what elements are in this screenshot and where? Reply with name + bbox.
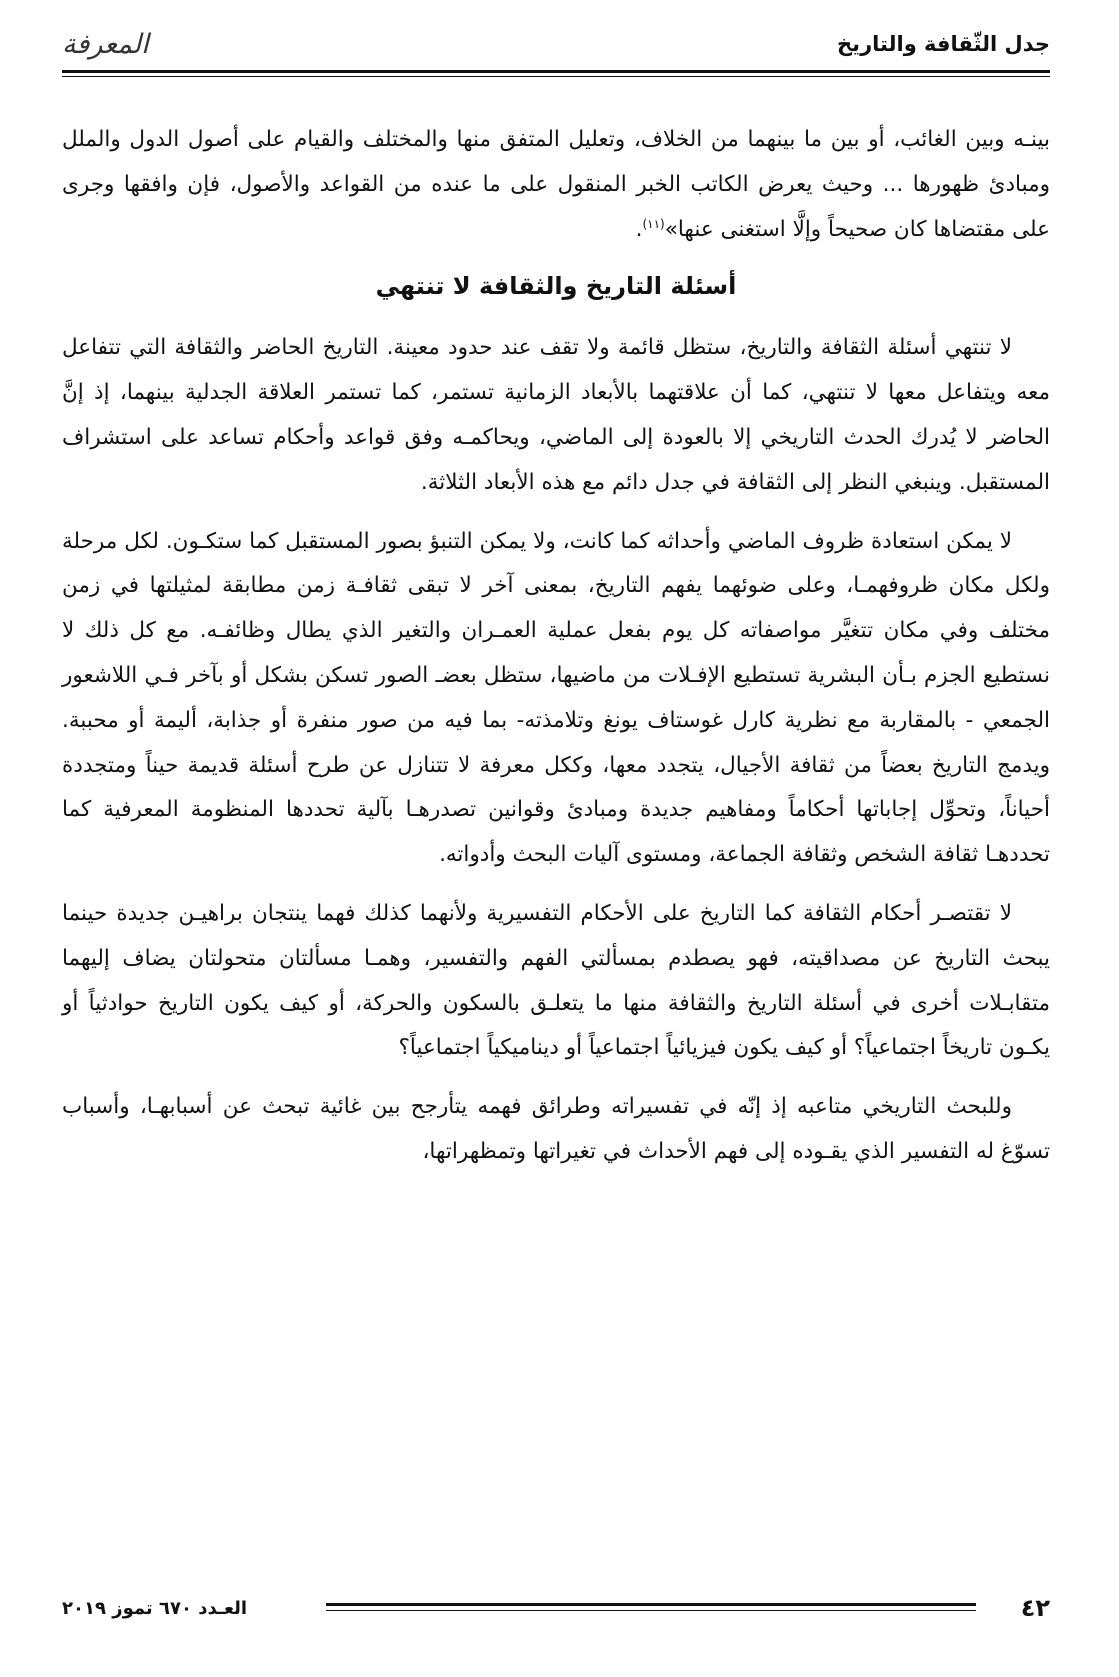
page-number: ٤٢ (1020, 1594, 1050, 1622)
article-body (62, 118, 1050, 1189)
running-title: جدل الثّقافة والتاريخ (837, 32, 1050, 56)
page-footer (62, 1588, 1050, 1628)
magazine-logo: المعرفة (62, 28, 149, 60)
header-rule-thick (62, 70, 1050, 73)
paragraph-text: بينـه وبين الغائب، أو بين ما بينهما من الخلاف، وتعليل المتفق منها والمختلف والقيام على أصول الدول والملل ومبادئ ظهورها ... وحيث يعرض الكاتب الخبر المنقول على ما عنده من القواعد والأصول، فإن وافقها وجرى على مقتضاها كان صحيحاً وإلَّا استغنى عنها» (62, 127, 1050, 242)
header-rule-thin (62, 76, 1050, 77)
paragraph: لا تنتهي أسئلة الثقافة والتاريخ، ستظل قائمة ولا تقف عند حدود معينة. التاريخ الحاضر والثقافة التي تتفاعل معه ويتفاعل معها لا تنتهي، كما أن علاقتهما بالأبعاد الزمانية تستمر، كما تستمر العلاقة الجدلية بينهما، إذ إنَّ الحاضر لا يُدرك الحدث التاريخي إلا بالعودة إلى الماضي، ويحاكمـه وفق قواعد وأحكام تساعد على استشراف المستقبل. وينبغي النظر إلى الثقافة في جدل دائم مع هذه الأبعاد الثلاثة. (62, 335, 1050, 495)
page-header (62, 22, 1050, 66)
paragraph: لا تقتصـر أحكام الثقافة كما التاريخ على الأحكام التفسيرية ولأنهما كذلك فهما ينتجان براهيـن جديدة حينما يبحث التاريخ عن مصداقيته، فهو يصطدم بمسألتي الفهم والتفسير، وهمـا مسألتان متحولتان يضاف إليهما متقابـلات أخرى في أسئلة التاريخ والثقافة منها ما يتعلـق بالسكون والحركة، أو كيف يكون التاريخ حوادثياً أو يكـون تاريخاً اجتماعياً؟ أو كيف يكون فيزيائياً اجتماعياً أو ديناميكياً اجتماعياً؟ (62, 900, 1050, 1061)
paragraph: لا يمكن استعادة ظروف الماضي وأحداثه كما كانت، ولا يمكن التنبؤ بصور المستقبل كما ستكـون. لكل مرحلة ولكل مكان ظروفهمـا، وعلى ضوئهما يفهم التاريخ، بمعنى آخر لا تبقى ثقافـة زمن مطابقة لمثيلتها في زمن مختلف وفي مكان تتغيَّر مواصفاته كل يوم بفعل عملية العمـران والتغير الذي يطال وظائفـه. مع كل ذلك لا نستطيع الجزم بـأن البشرية تستطيع الإفـلات من ماضيها، ستظل بعضـ الصور تسكن بشكل أو بآخر فـي اللاشعور الجمعي - بالمقاربة مع نظرية كارل غوستاف يونغ وتلامذته- بما فيه من صور منفرة أو جذابة، أليمة أو محببة. ويدمج التاريخ بعضاً من ثقافة الأجيال، يتجدد معها، وككل معرفة لا تتنازل عن طرح أسئلة قديمة حيناً ومتجددة أحياناً، وتحوِّل إجاباتها أحكاماً ومفاهيم جديدة ومبادئ وقوانين تصدرهـا بآلية تحددها المنظومة المعرفية كما تحددهـا ثقافة الشخص وثقافة الجماعة، ومستوى آليات البحث وأدواته. (62, 528, 1050, 868)
paragraph (62, 118, 1050, 252)
section-heading: أسئلة التاريخ والثقافة لا تنتهي (375, 272, 737, 301)
footer-rule (326, 1601, 976, 1615)
footnote-ref: (١١) (642, 216, 665, 231)
issue-info: العـدد ٦٧٠ تموز ٢٠١٩ (62, 1597, 248, 1619)
paragraph: وللبحث التاريخي متاعبه إذ إنّه في تفسيراته وطرائق فهمه يتأرجح بين غائية تبحث عن أسبابهـا، وأسباب تسوّغ له التفسير الذي يقـوده إلى فهم الأحداث في تغيراتها وتمظهراتها، (62, 1094, 1050, 1164)
paragraph-end: . (635, 216, 643, 242)
